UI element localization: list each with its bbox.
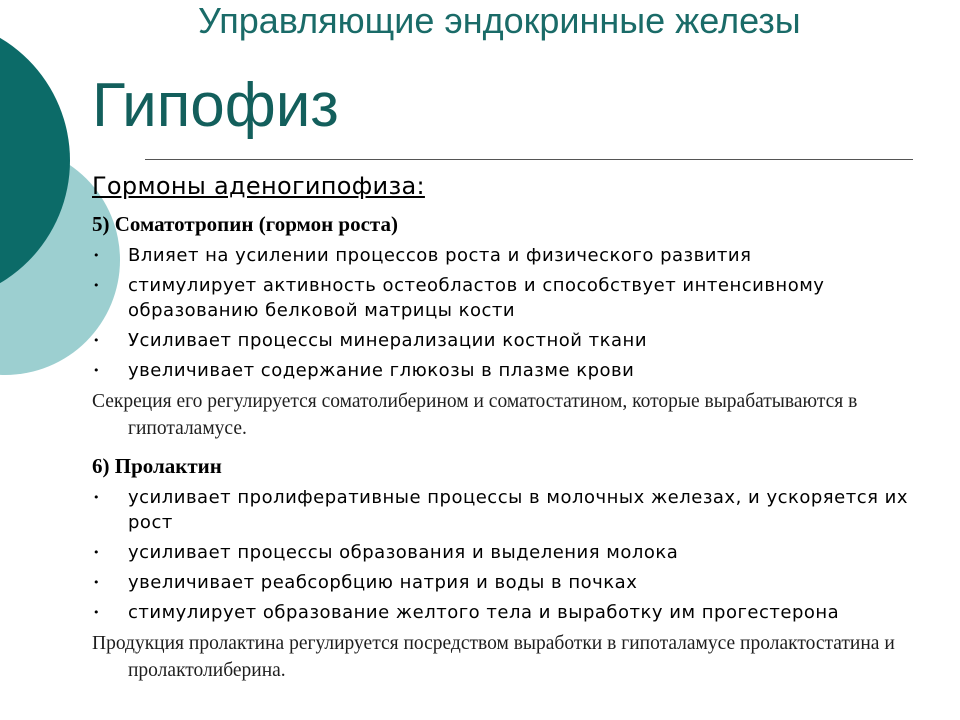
list-item-text: Влияет на усилении процессов роста и физического развития	[128, 245, 752, 266]
list-item	[92, 600, 922, 625]
list-item-text: Усиливает процессы минерализации костной ткани	[128, 330, 648, 351]
list-item	[92, 540, 922, 565]
slide-title: Гипофиз	[92, 71, 339, 140]
section-somatotropin	[92, 212, 922, 442]
bullet-icon: •	[93, 249, 100, 262]
bullet-icon: •	[93, 606, 100, 619]
section-heading: 5) Соматотропин (гормон роста)	[92, 212, 398, 236]
list-item-text: стимулирует активность остеобластов и способствует интенсивному образованию белковой матрицы кости	[128, 275, 825, 321]
list-item	[92, 570, 922, 595]
section-note: Продукция пролактина регулируется посредством выработки в гипоталамусе пролактостатина и пролактолиберина.	[92, 633, 895, 681]
subheading: Гормоны аденогипофиза:	[92, 172, 425, 200]
list-item	[92, 328, 922, 353]
section-note: Секреция его регулируется соматолиберином и соматостатином, которые вырабатываются в гипоталамусе.	[92, 391, 858, 439]
bullet-list	[92, 485, 922, 625]
list-item-text: увеличивает реабсорбцию натрия и воды в почках	[128, 572, 638, 593]
title-divider	[145, 159, 913, 160]
bullet-icon: •	[93, 576, 100, 589]
bullet-list	[92, 243, 922, 383]
list-item-text: усиливает пролиферативные процессы в молочных железах, и ускоряется их рост	[128, 487, 908, 533]
bullet-icon: •	[93, 279, 100, 292]
slide-supertitle: Управляющие эндокринные железы	[198, 0, 801, 41]
section-heading: 6) Пролактин	[92, 454, 222, 478]
slide-content	[92, 172, 922, 696]
list-item	[92, 243, 922, 268]
list-item	[92, 485, 922, 535]
bullet-icon: •	[93, 491, 100, 504]
list-item-text: стимулирует образование желтого тела и выработку им прогестерона	[128, 602, 840, 623]
list-item	[92, 358, 922, 383]
list-item	[92, 273, 922, 323]
list-item-text: увеличивает содержание глюкозы в плазме крови	[128, 360, 635, 381]
bullet-icon: •	[93, 364, 100, 377]
section-prolactin	[92, 454, 922, 684]
list-item-text: усиливает процессы образования и выделения молока	[128, 542, 679, 563]
bullet-icon: •	[93, 546, 100, 559]
bullet-icon: •	[93, 334, 100, 347]
